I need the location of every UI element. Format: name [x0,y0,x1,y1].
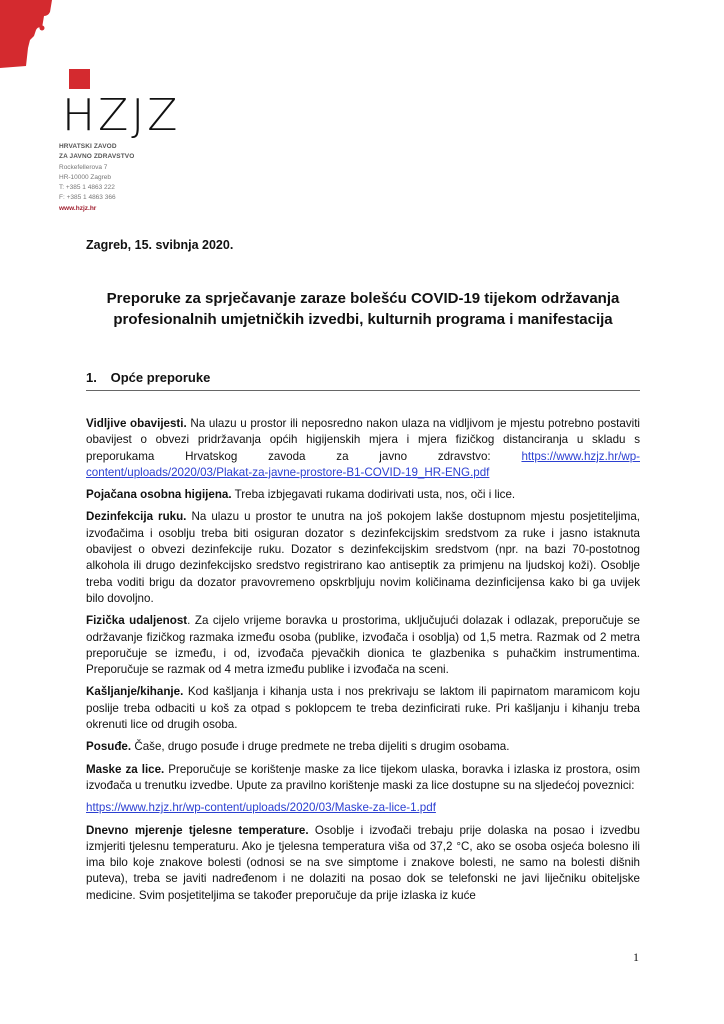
paragraph-text: Na ulazu u prostor ili neposredno nakon ulaza na vidljivom je mjestu potrebno postaviti obavijest o obvezi pridržavanja općih higijenskih mjera i mjera fizičkog distanciranja u skladu s preporukama Hrvatskog zavoda za javno zdravstvo: [86,417,640,463]
paragraph-coughing [86,684,640,733]
organization-info [59,142,134,214]
paragraph-heading: Fizička udaljenost [86,614,188,628]
paragraph-text: . Za cijelo vrijeme boravka u prostorima, uključujući dolazak i odlazak, preporučuje se održavanje fizičkog razmaka između osoba (publike, izvođača i osoblja) od 1,5 metra. Razmak od 2 metra preporučuje se između, i od, izvođača pjevačkih dionica te glazbenika s puhačkim instrumentima. Preporučuje se razmak od 4 metra između publike i izvođača na sceni. [86,614,640,677]
paragraph-text: Osoblje i izvođači trebaju prije dolaska na posao i izvedbu izmjeriti tjelesnu temperaturu. Ako je tjelesna temperatura viša od 37,2 °C, ako se osoba osjeća bolesno ili ima bilo koje znakove bolesti (odnosi se na sve simptome i znakove bolesti, ne samo na bolesti dišnih puteva), treba se javiti nadređenom i ne dolaziti na posao dok se telefonski ne javi liječniku obiteljske medicine. Svim posjetiteljima se također preporučuje da prije izlaska iz kuće [86,823,641,902]
org-name-line2: ZA JAVNO ZDRAVSTVO [59,153,135,161]
paragraph-face-masks [86,762,640,795]
paragraph-heading: Pojačana osobna higijena. [86,488,232,502]
section-title: Opće preporuke [110,370,211,385]
paragraph-text: Na ulazu u prostor te unutra na još pokojem lakše dostupnom mjestu posjetiteljima, izvođačima i osoblju treba biti osiguran dozator s dezinfekcijskim sredstvom za ruke i jasno istaknuta obavijest o obvezi dezinfekcije ruku. Dozator s dezinfekcijskim sredstvom (npr. na bazi 70-postotnog alkohola ili drugo dezinfekcijsko sredstvo registrirano kao antiseptik za primjenu na ljudskoj koži). Osoblje treba voditi brigu da dozator pravovremeno opskrbljuju novim količinama dezinficijensa kako bi ga uvijek bilo dovoljno. [86,510,640,605]
paragraph-heading: Maske za lice. [86,762,165,776]
logo-text: HZJZ [62,90,181,141]
paragraph-dishes [86,739,640,755]
masks-link[interactable]: https://www.hzjz.hr/wp-content/uploads/2020/03/Maske-za-lice-1.pdf [86,801,436,815]
paragraph-text: Čaše, drugo posuđe i druge predmete ne treba dijeliti s drugim osobama. [131,740,510,754]
paragraph-temperature [86,823,640,904]
paragraph-text: Treba izbjegavati rukama dodirivati usta, nos, oči i lice. [231,488,516,502]
org-fax: F: +385 1 4863 366 [59,194,116,202]
document-body [86,416,640,910]
org-address: Rockefellerova 7 [59,163,108,171]
document-date: Zagreb, 15. svibnja 2020. [86,238,234,252]
logo-square [69,69,90,89]
page-number: 1 [633,950,639,964]
org-phone: T: +385 1 4863 222 [59,184,115,192]
section-heading [86,370,640,391]
paragraph-heading: Vidljive obavijesti. [86,417,187,430]
org-website-link[interactable]: www.hzjz.hr [59,204,97,212]
document-title: Preporuke za sprječavanje zaraze bolešću COVID-19 tijekom održavanja profesionalnih umjetničkih izvedbi, kulturnih programa i manifestacija [106,290,620,328]
org-name-line1: HRVATSKI ZAVOD [59,143,117,150]
paragraph-text: Preporučuje se korištenje maske za lice tijekom ulaska, boravka i izlaska iz prostora, osim izvođača u trenutku izvedbe. Upute za pravilno korištenje maski za lice dostupne su na sljedećoj poveznici: [86,762,640,792]
paragraph-heading: Posuđe. [86,740,132,754]
paragraph-heading: Kašljanje/kihanje. [86,685,184,699]
paragraph-personal-hygiene [86,487,640,503]
hzjz-figures-graphic [0,0,70,68]
paragraph-hand-disinfection [86,509,640,607]
poster-link[interactable]: https://www.hzjz.hr/wp-content/uploads/2020/03/Plakat-za-javne-prostore-B1-COVID-19_HR-ENG.pdf [86,449,640,479]
section-number: 1. [86,370,97,385]
paragraph-masks-link [86,800,640,816]
paragraph-heading: Dnevno mjerenje tjelesne temperature. [86,823,309,837]
paragraph-physical-distance [86,613,640,678]
org-city: HR-10000 Zagreb [59,173,112,181]
paragraph-visible-notices [86,416,640,481]
paragraph-text: Kod kašljanja i kihanja usta i nos prekrivaju se laktom ili papirnatom maramicom koju poslije treba odbaciti u koš za otpad s poklopcem te treba dezinficirati ruke. Pri kašljanju i kihanju treba okrenuti lice od drugih osoba. [86,685,640,732]
paragraph-heading: Dezinfekcija ruku. [86,510,187,524]
